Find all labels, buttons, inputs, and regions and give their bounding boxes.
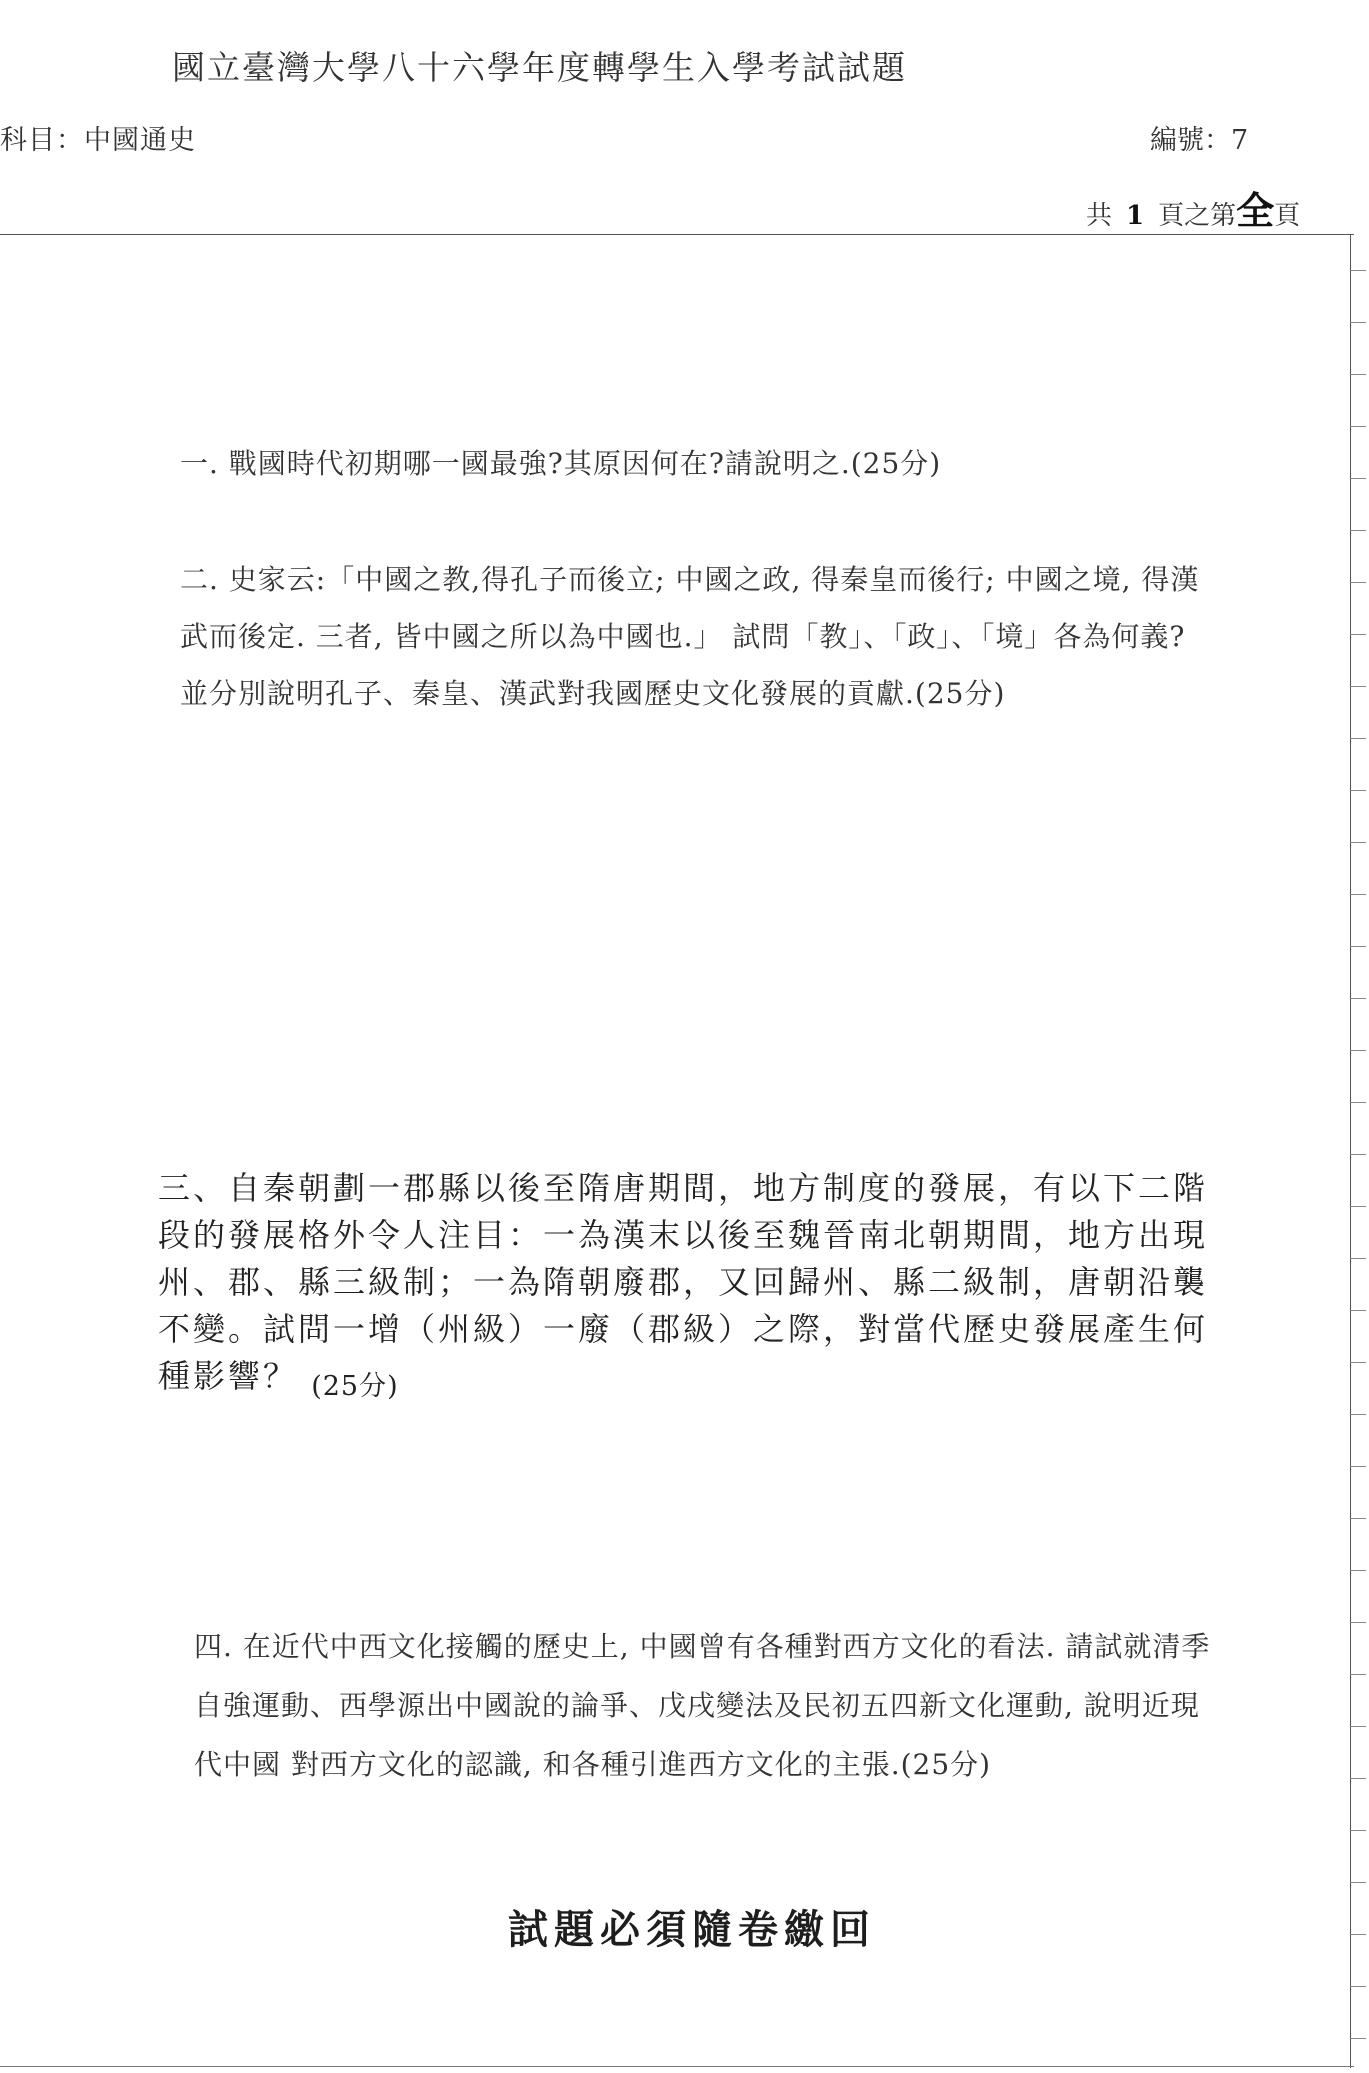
question-3 [158,1165,1238,1410]
margin-tick [1350,1778,1366,1779]
margin-tick [1350,1310,1366,1311]
margin-tick [1350,946,1366,947]
margin-tick [1350,1206,1366,1207]
margin-tick [1350,1518,1366,1519]
margin-tick [1350,270,1366,271]
margin-tick [1350,686,1366,687]
margin-tick [1350,738,1366,739]
margin-tick [1350,322,1366,323]
pages-middle: 頁之第 [1158,201,1237,231]
margin-tick [1350,998,1366,999]
margin-tick [1350,1674,1366,1675]
margin-tick [1350,1622,1366,1623]
margin-tick [1350,1050,1366,1051]
return-notice: 試題必須隨卷繳回 [508,1906,876,1953]
margin-tick [1350,1414,1366,1415]
margin-tick [1350,1258,1366,1259]
margin-tick [1350,1934,1366,1935]
question-3-score: (25分) [311,1371,399,1402]
question-1: 一. 戰國時代初期哪一國最強?其原因何在?請說明之.(25分) [180,447,942,480]
page-count [1086,180,1300,235]
question-2: 二. 史家云:「中國之教,得孔子而後立; 中國之政, 得秦皇而後行; 中國之境, 得漢武而後定. 三者, 皆中國之所以為中國也.」 試問「教」、「政」、「境」各為何義? 並分別說明孔子、秦皇、漢武對我國歷史文化發展的貢獻.(25分) [180,563,1200,710]
margin-tick [1350,374,1366,375]
margin-tick [1350,1466,1366,1467]
margin-tick [1350,1362,1366,1363]
margin-tick [1350,1102,1366,1103]
margin-tick [1350,634,1366,635]
margin-tick [1350,894,1366,895]
pages-current: 全 [1236,188,1275,233]
margin-tick [1350,1986,1366,1987]
margin-tick [1350,582,1366,583]
margin-tick [1350,1154,1366,1155]
frame-right-border [1350,234,1351,2068]
question-3-text: 三、自秦朝劃一郡縣以後至隋唐期間，地方制度的發展，有以下二階段的發展格外令人注目：一為漢末以後至魏晉南北朝期間，地方出現州、郡、縣三級制；一為隋朝廢郡，又回歸州、縣二級制，唐朝沿襲不變。試問一增（州級）一廢（郡級）之際，對當代歷史發展產生何種影響？ [158,1169,1209,1395]
margin-tick [1350,1726,1366,1727]
margin-tick [1350,842,1366,843]
question-4: 四. 在近代中西文化接觸的歷史上, 中國曾有各種對西方文化的看法. 請試就清季自強運動、西學源出中國說的論爭、戊戌變法及民初五四新文化運動, 說明近現代中國 對西方文化的認識, 和各種引進西方文化的主張.(25分) [194,1630,1211,1781]
pages-total: 1 [1126,201,1145,231]
margin-tick [1350,1830,1366,1831]
margin-tick [1350,478,1366,479]
exam-code: 編號：7 [1150,125,1249,156]
frame-top-border [0,234,1354,235]
margin-tick [1350,790,1366,791]
frame-bottom-border [0,2066,1354,2067]
margin-tick [1350,1882,1366,1883]
margin-tick [1350,530,1366,531]
exam-title: 國立臺灣大學八十六學年度轉學生入學考試試題 [172,48,907,87]
margin-tick [1350,2038,1366,2039]
pages-suffix: 頁 [1274,201,1301,231]
subject-label: 科目：中國通史 [0,125,196,156]
margin-tick [1350,426,1366,427]
pages-prefix: 共 [1086,201,1113,231]
margin-tick [1350,1570,1366,1571]
